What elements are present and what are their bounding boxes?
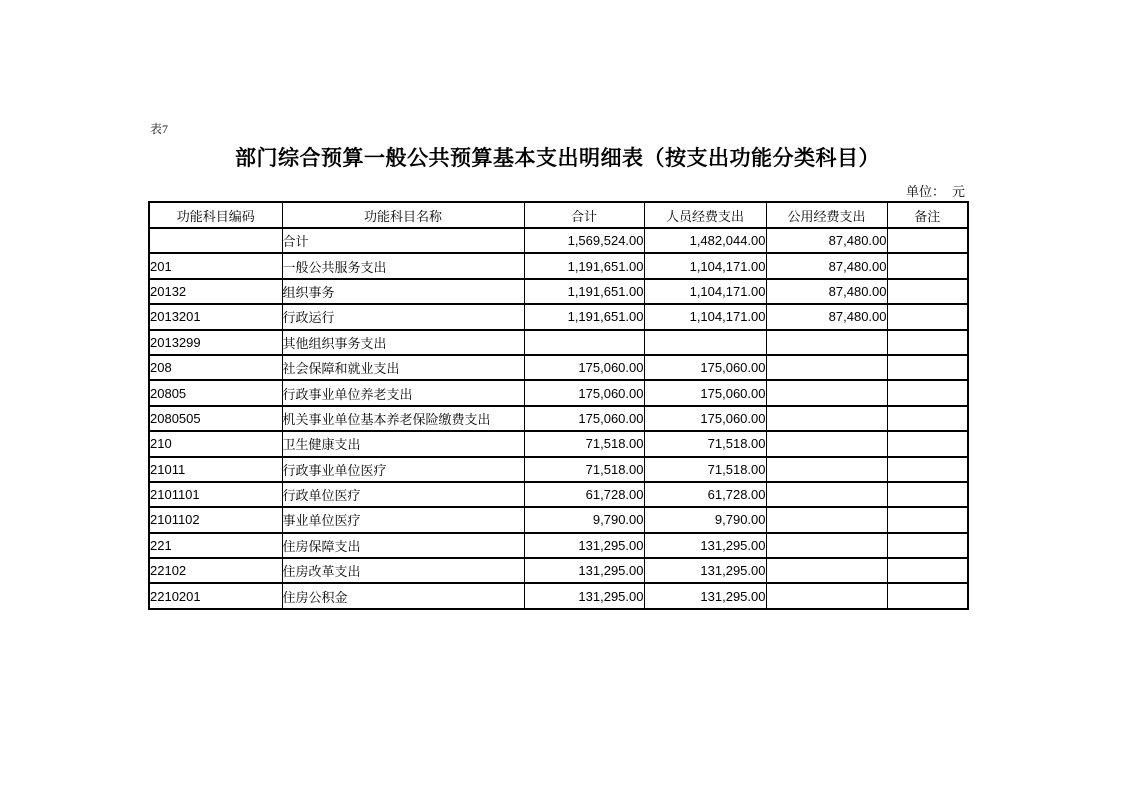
personnel-expense-cell — [644, 330, 766, 355]
total-amount-cell: 71,518.00 — [524, 431, 644, 456]
personnel-expense-cell: 71,518.00 — [644, 431, 766, 456]
public-expense-cell — [766, 558, 887, 583]
function-code-cell: 2013201 — [149, 304, 282, 329]
total-amount-cell: 1,191,651.00 — [524, 253, 644, 278]
column-header-public-expense: 公用经费支出 — [766, 202, 887, 228]
column-header-function-name: 功能科目名称 — [282, 202, 524, 228]
public-expense-cell — [766, 431, 887, 456]
column-header-total: 合计 — [524, 202, 644, 228]
total-amount-cell: 1,569,524.00 — [524, 228, 644, 253]
table-row — [149, 507, 968, 532]
remark-cell — [887, 533, 968, 558]
remark-cell — [887, 482, 968, 507]
table-row — [149, 482, 968, 507]
unit-value: 元 — [951, 184, 965, 199]
public-expense-cell — [766, 583, 887, 608]
budget-table — [148, 201, 969, 610]
total-amount-cell — [524, 330, 644, 355]
remark-cell — [887, 330, 968, 355]
function-name-cell: 组织事务 — [282, 279, 524, 304]
remark-cell — [887, 507, 968, 532]
table-row — [149, 406, 968, 431]
table-row — [149, 279, 968, 304]
personnel-expense-cell: 1,104,171.00 — [644, 253, 766, 278]
page-title: 部门综合预算一般公共预算基本支出明细表（按支出功能分类科目） — [235, 147, 880, 170]
total-amount-cell: 71,518.00 — [524, 457, 644, 482]
function-name-cell: 行政事业单位养老支出 — [282, 380, 524, 405]
total-amount-cell: 1,191,651.00 — [524, 279, 644, 304]
remark-cell — [887, 457, 968, 482]
public-expense-cell — [766, 355, 887, 380]
column-header-personnel-expense: 人员经费支出 — [644, 202, 766, 228]
remark-cell — [887, 380, 968, 405]
public-expense-cell — [766, 457, 887, 482]
table-row — [149, 431, 968, 456]
table-row — [149, 583, 968, 608]
total-amount-cell: 9,790.00 — [524, 507, 644, 532]
total-amount-cell: 175,060.00 — [524, 355, 644, 380]
function-code-cell: 2080505 — [149, 406, 282, 431]
function-name-cell: 行政运行 — [282, 304, 524, 329]
remark-cell — [887, 406, 968, 431]
sheet-tag: 表7 — [150, 122, 169, 136]
personnel-expense-cell: 131,295.00 — [644, 558, 766, 583]
function-name-cell: 合计 — [282, 228, 524, 253]
function-code-cell: 20132 — [149, 279, 282, 304]
function-name-cell: 其他组织事务支出 — [282, 330, 524, 355]
unit-line — [148, 181, 967, 202]
function-name-cell: 一般公共服务支出 — [282, 253, 524, 278]
total-amount-cell: 131,295.00 — [524, 583, 644, 608]
public-expense-cell: 87,480.00 — [766, 304, 887, 329]
personnel-expense-cell: 9,790.00 — [644, 507, 766, 532]
personnel-expense-cell: 61,728.00 — [644, 482, 766, 507]
total-amount-cell: 131,295.00 — [524, 533, 644, 558]
function-name-cell: 行政单位医疗 — [282, 482, 524, 507]
function-code-cell: 22102 — [149, 558, 282, 583]
public-expense-cell — [766, 406, 887, 431]
function-name-cell: 事业单位医疗 — [282, 507, 524, 532]
remark-cell — [887, 355, 968, 380]
table-row — [149, 558, 968, 583]
personnel-expense-cell: 131,295.00 — [644, 583, 766, 608]
function-code-cell: 2101101 — [149, 482, 282, 507]
table-row — [149, 533, 968, 558]
total-amount-cell: 131,295.00 — [524, 558, 644, 583]
remark-cell — [887, 431, 968, 456]
total-amount-cell: 61,728.00 — [524, 482, 644, 507]
public-expense-cell: 87,480.00 — [766, 253, 887, 278]
total-amount-cell: 175,060.00 — [524, 406, 644, 431]
unit-underline — [876, 181, 967, 202]
function-name-cell: 住房改革支出 — [282, 558, 524, 583]
table-row — [149, 380, 968, 405]
function-name-cell: 住房保障支出 — [282, 533, 524, 558]
function-code-cell — [149, 228, 282, 253]
remark-cell — [887, 228, 968, 253]
personnel-expense-cell: 71,518.00 — [644, 457, 766, 482]
function-code-cell: 201 — [149, 253, 282, 278]
personnel-expense-cell: 1,104,171.00 — [644, 279, 766, 304]
remark-cell — [887, 583, 968, 608]
function-name-cell: 社会保障和就业支出 — [282, 355, 524, 380]
table-body — [149, 228, 968, 609]
function-name-cell: 卫生健康支出 — [282, 431, 524, 456]
table-row — [149, 228, 968, 253]
table-row — [149, 304, 968, 329]
public-expense-cell: 87,480.00 — [766, 228, 887, 253]
public-expense-cell — [766, 507, 887, 532]
function-code-cell: 20805 — [149, 380, 282, 405]
function-code-cell: 2013299 — [149, 330, 282, 355]
function-name-cell: 行政事业单位医疗 — [282, 457, 524, 482]
function-code-cell: 2101102 — [149, 507, 282, 532]
personnel-expense-cell: 131,295.00 — [644, 533, 766, 558]
personnel-expense-cell: 1,104,171.00 — [644, 304, 766, 329]
unit-label: 单位： — [905, 184, 945, 199]
remark-cell — [887, 558, 968, 583]
table-row — [149, 457, 968, 482]
public-expense-cell — [766, 330, 887, 355]
function-code-cell: 210 — [149, 431, 282, 456]
personnel-expense-cell: 175,060.00 — [644, 406, 766, 431]
column-header-remark: 备注 — [887, 202, 968, 228]
public-expense-cell — [766, 533, 887, 558]
table-row — [149, 253, 968, 278]
public-expense-cell — [766, 482, 887, 507]
function-code-cell: 208 — [149, 355, 282, 380]
column-header-function-code: 功能科目编码 — [149, 202, 282, 228]
personnel-expense-cell: 175,060.00 — [644, 380, 766, 405]
function-code-cell: 21011 — [149, 457, 282, 482]
remark-cell — [887, 304, 968, 329]
function-name-cell: 机关事业单位基本养老保险缴费支出 — [282, 406, 524, 431]
public-expense-cell — [766, 380, 887, 405]
total-amount-cell: 175,060.00 — [524, 380, 644, 405]
function-code-cell: 221 — [149, 533, 282, 558]
personnel-expense-cell: 175,060.00 — [644, 355, 766, 380]
header-row — [149, 202, 968, 228]
remark-cell — [887, 253, 968, 278]
function-name-cell: 住房公积金 — [282, 583, 524, 608]
table-row — [149, 330, 968, 355]
personnel-expense-cell: 1,482,044.00 — [644, 228, 766, 253]
function-code-cell: 2210201 — [149, 583, 282, 608]
public-expense-cell: 87,480.00 — [766, 279, 887, 304]
total-amount-cell: 1,191,651.00 — [524, 304, 644, 329]
remark-cell — [887, 279, 968, 304]
table-row — [149, 355, 968, 380]
